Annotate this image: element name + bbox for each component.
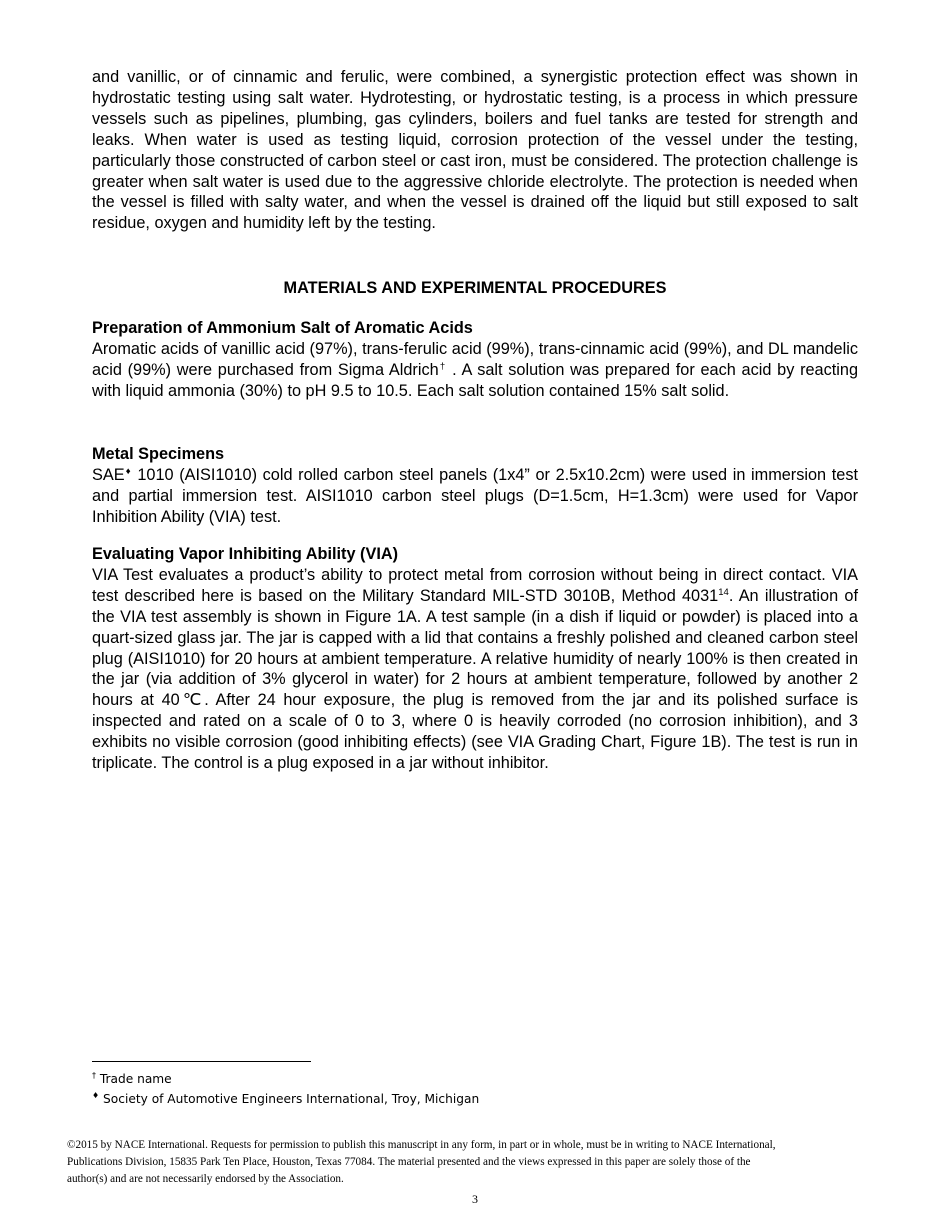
via-text-b: . An illustration of the VIA test assembly is shown in Figure 1A. A test sample (in a dish if liquid or powder) is placed into a quart-sized glass jar. The jar is capped with a lid that contains a freshly polished and cleaned carbon steel plug (AISI1010) for 20 hours at ambient temperature. A relative humidity of nearly 100% is then created in the jar (via addition of 3% glycerol in water) for 2 hours at ambient temperature, followed by another 2 hours at 40℃. After 24 hour exposure, the plug is removed from the jar and its polished surface is inspected and rated on a scale of 0 to 3, where 0 is heavily corroded (no corrosion inhibition), and 3 exhibits no visible corrosion (good inhibiting effects) (see VIA Grading Chart, Figure 1B). The test is run in triplicate. The control is a plug exposed in a jar without inhibitor.: [92, 586, 858, 773]
metal-section: [92, 444, 858, 528]
ammonium-text-a: Aromatic acids of vanillic acid (97%), trans-ferulic acid (99%), trans-cinnamic acid (99%), and DL mandelic acid (99%) were purchased from Sigma Aldrich: [92, 339, 858, 379]
footnote-sae: [92, 1091, 479, 1107]
via-text-a: VIA Test evaluates a product’s ability to protect metal from corrosion without being in direct contact. VIA test described here is based on the Military Standard MIL-STD 3010B, Method 4031: [92, 565, 858, 605]
trademark-mark: †: [438, 360, 447, 372]
via-section: [92, 544, 858, 774]
via-heading: Evaluating Vapor Inhibiting Ability (VIA): [92, 545, 399, 563]
footnote-trade-name: [92, 1071, 172, 1087]
footnote-mark: †: [92, 1071, 96, 1080]
footnote-text: Society of Automotive Engineers International, Troy, Michigan: [99, 1092, 480, 1106]
diamond-mark: ♦: [124, 465, 132, 477]
ammonium-heading: Preparation of Ammonium Salt of Aromatic Acids: [92, 319, 473, 337]
footnote-mark: ♦: [92, 1091, 100, 1100]
page-number: 3: [472, 1192, 478, 1206]
intro-paragraph: and vanillic, or of cinnamic and ferulic, were combined, a synergistic protection effect was shown in hydrostatic testing using salt water. Hydrotesting, or hydrostatic testing, is a process in which pressure vessels such as pipelines, plumbing, gas cylinders, boilers and fuel tanks are tested for strength and leaks. When water is used as testing liquid, corrosion protection of the vessel under the testing, particularly those constructed of carbon steel or cast iron, must be considered. The protection challenge is greater when salt water is used due to the aggressive chloride electrolyte. The protection is needed when the vessel is filled with salty water, and when the vessel is drained off the liquid but still exposed to salt residue, oxygen and humidity left by the testing.: [92, 68, 858, 233]
ammonium-section: [92, 318, 858, 402]
copyright-notice: ©2015 by NACE International. Requests for permission to publish this manuscript in any form, in part or in whole, must be in writing to NACE International, Publications Division, 15835 Park Ten Place, Houston, Texas 77084. The material presented and the views expressed in this paper are solely those of the author(s) and are not necessarily endorsed by the Association.: [67, 1139, 776, 1185]
footnote-text: Trade name: [96, 1072, 172, 1086]
ammonium-text-b: . A salt solution was prepared for each acid by reacting with liquid ammonia (30%) to pH 9.5 to 10.5. Each salt solution contained 15% salt solid.: [92, 360, 859, 400]
footnote-divider: [92, 1061, 311, 1062]
metal-text-b: 1010 (AISI1010) cold rolled carbon steel panels (1x4” or 2.5x10.2cm) were used in immersion test and partial immersion test. AISI1010 carbon steel plugs (D=1.5cm, H=1.3cm) were used for Vapor Inhibition Ability (VIA) test.: [92, 465, 858, 526]
reference-number: 14: [718, 586, 729, 598]
metal-heading: Metal Specimens: [92, 445, 225, 463]
metal-text-a: SAE: [92, 465, 125, 484]
section-title: MATERIALS AND EXPERIMENTAL PROCEDURES: [283, 279, 667, 297]
